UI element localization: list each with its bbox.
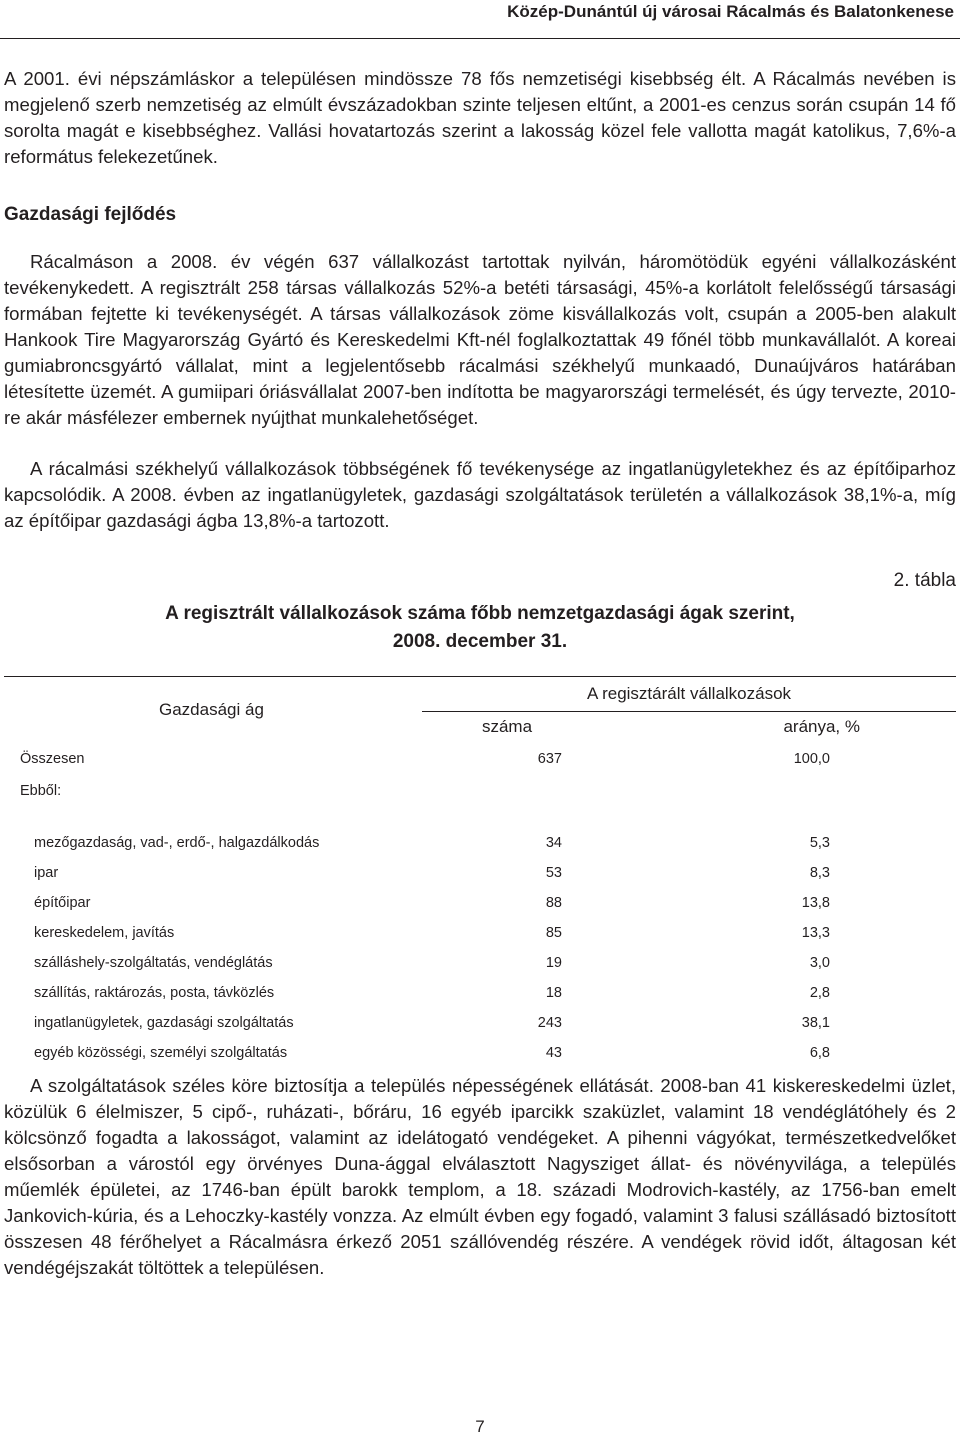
table-row: [4, 1008, 956, 1038]
row-label: Összesen: [20, 751, 85, 767]
table-row: [4, 948, 956, 978]
column-header-share: aránya, %: [783, 717, 860, 736]
row-share: 6,8: [809, 1045, 830, 1061]
table-title: [70, 600, 890, 656]
table-row: [4, 1038, 956, 1068]
row-count: 18: [545, 985, 562, 1001]
row-share: 2,8: [809, 985, 830, 1001]
table-row: [4, 978, 956, 1008]
row-share: 13,3: [801, 925, 830, 941]
table-row: [4, 888, 956, 918]
row-count: 53: [545, 865, 562, 881]
row-count: 637: [537, 751, 562, 767]
row-label: Ebből:: [20, 783, 62, 799]
row-share: 5,3: [809, 835, 830, 851]
section-heading: Gazdasági fejlődés: [4, 204, 177, 225]
header-divider: [0, 38, 960, 39]
paragraph-economy-enterprises: Rácalmáson a 2008. év végén 637 vállalkozást tartottak nyilván, háromötödük egyéni vállalkozásként tevékenykedett. A regisztrált 258 társas vállalkozás 52%-a betéti társasági, 45%-a korlátolt felelősségű társasági formában fejtette ki tevékenységét. A társas vállalkozások zöme kisvállalkozás volt, csupán a 2005-ben alakult Hankook Tire Magyarország Gyártó és Kereskedelmi Kft-nél foglalkoztattak 49 főnél több munkavállalót. A koreai gumiabroncsgyártó vállalat, mint a legjelentősebb rácalmási székhelyű munkaadó, Dunaújváros határában létesítette üzemét. A gumiipari óriásvállalat 2007-ben indította be magyarországi termelését, és úgy tervezte, 2010-re akár másfélezer embernek nyújthat munkalehetőséget.: [4, 251, 956, 428]
row-label: ipar: [34, 865, 59, 881]
row-label: szállítás, raktározás, posta, távközlés: [34, 985, 275, 1001]
column-header-group: A regisztárált vállalkozások: [422, 677, 956, 712]
row-label: kereskedelem, javítás: [34, 925, 175, 941]
table-row: [4, 918, 956, 948]
running-header: Közép-Dunántúl új városai Rácalmás és Balatonkenese: [507, 2, 954, 21]
row-share: 8,3: [809, 865, 830, 881]
row-label: ingatlanügyletek, gazdasági szolgáltatás: [34, 1015, 294, 1031]
row-share: 13,8: [801, 895, 830, 911]
table-row-of-which: [4, 776, 956, 806]
table-number: 2. tábla: [893, 570, 956, 591]
page-number: 7: [475, 1417, 485, 1436]
paragraph-services-tourism: A szolgáltatások széles köre biztosítja a település népességének ellátását. 2008-ban 41 kiskereskedelmi üzlet, közülük 6 élelmiszer, 5 cipő-, ruházati-, bőráru, 16 egyéb iparcikk szaküzlet, valamint 18 vendéglátóhely és 2 kölcsönző fogadta a lakosságot, valamint az idelátogató vendégeket. A pihenni vágyókat, természetkedvelőket elsősorban a várostól egy örvényes Duna-ággal elválasztott Nagysziget állat- és növényvilága, a település műemlék épületei, az 1746-ban épült barokk templom, a 18. századi Modrovich-kastély, az 1756-ban emelt Jankovich-kúria, és a Lehoczky-kastély vonzza. Az elmúlt évben egy fogadó, valamint 3 falusi szállásadó biztosított összesen 48 férőhelyet a Rácalmásra érkező 2051 szállóvendég részére. A vendégek rövid időt, áltagosan két vendégéjszakát töltöttek a településen.: [4, 1075, 956, 1278]
row-label: építőipar: [34, 895, 91, 911]
table-title-line-2: 2008. december 31.: [392, 631, 568, 652]
column-header-branch: Gazdasági ág: [4, 677, 422, 743]
row-share: 38,1: [801, 1015, 830, 1031]
table-title-line-1: A regisztrált vállalkozások száma főbb nemzetgazdasági ágak szerint,: [165, 603, 795, 624]
row-label: mezőgazdaság, vad-, erdő-, halgazdálkodás: [34, 835, 320, 851]
enterprise-table: [4, 676, 956, 1068]
paragraph-economy-sectors: A rácalmási székhelyű vállalkozások többségének fő tevékenysége az ingatlanügyletekhez és az építőiparhoz kapcsolódik. A 2008. évben az ingatlanügyletek, gazdasági szolgáltatások területén a vállalkozások 38,1%-a, míg az építőipar gazdasági ágba 13,8%-a tartozott.: [4, 458, 956, 531]
row-count: 85: [545, 925, 562, 941]
column-header-count: száma: [481, 717, 533, 736]
row-share: 3,0: [809, 955, 830, 971]
paragraph-nationality-religion: A 2001. évi népszámláskor a településen mindössze 78 fős nemzetiségi kisebbség élt. A Rácalmás nevében is megjelenő szerb nemzetiség az elmúlt évszázadokban szinte teljesen eltűnt, a 2001-es cenzus során csupán 14 fő sorolta magát e kisebbséghez. Vallási hovatartozás szerint a lakosság közel fele vallotta magát katolikus, 7,6%-a református felekezetűnek.: [4, 68, 956, 167]
table-row: [4, 858, 956, 888]
row-count: 19: [545, 955, 562, 971]
row-label: szálláshely-szolgáltatás, vendéglátás: [34, 955, 273, 971]
row-count: 243: [537, 1015, 562, 1031]
row-count: 34: [545, 835, 562, 851]
table-row: [4, 828, 956, 858]
row-share: 100,0: [793, 751, 830, 767]
row-count: 43: [545, 1045, 562, 1061]
row-count: 88: [545, 895, 562, 911]
row-label: egyéb közösségi, személyi szolgáltatás: [34, 1045, 288, 1061]
table-row-total: [4, 742, 956, 776]
